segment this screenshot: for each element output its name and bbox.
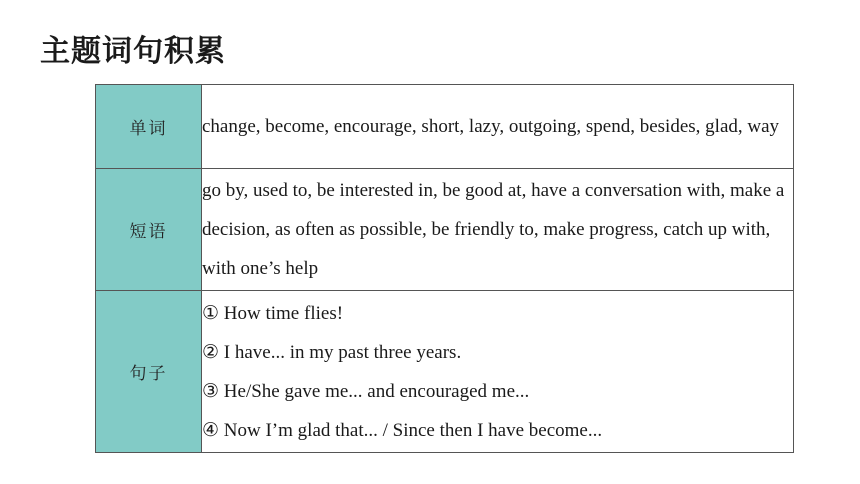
words-content: change, become, encourage, short, lazy, outgoing, spend, besides, glad, way — [202, 85, 794, 169]
sentence-item: ③ He/She gave me... and encouraged me... — [202, 380, 530, 402]
row-label-phrases: 短语 — [96, 169, 202, 291]
vocabulary-table — [95, 84, 794, 453]
sentence-item: ② I have... in my past three years. — [202, 341, 462, 363]
phrases-content: go by, used to, be interested in, be good at, have a conversation with, make a decision, as often as possible, be friendly to, make progress, catch up with, with one’s help — [202, 169, 794, 291]
sentence-item: ① How time flies! — [202, 302, 344, 324]
sentences-content — [202, 291, 794, 453]
page-title: 主题词句积累 — [40, 34, 226, 69]
table-row-phrases — [96, 169, 794, 291]
row-label-sentences: 句子 — [96, 291, 202, 453]
sentence-item: ④ Now I’m glad that... / Since then I have become... — [202, 419, 603, 441]
table-row-words — [96, 85, 794, 169]
row-label-words: 单词 — [96, 85, 202, 169]
table-row-sentences — [96, 291, 794, 453]
